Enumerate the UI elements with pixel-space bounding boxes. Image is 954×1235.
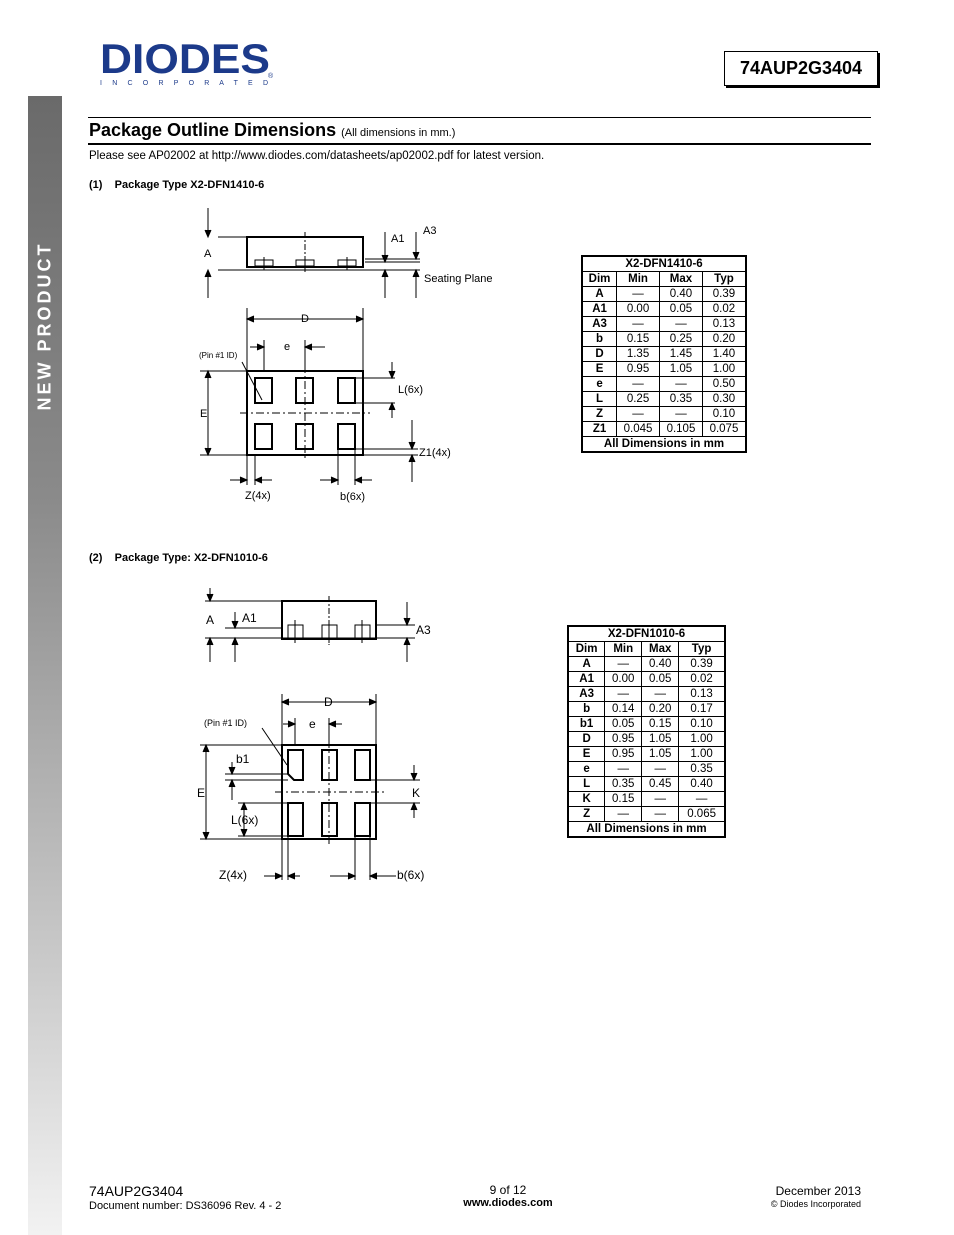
table-row (582, 347, 746, 362)
table2-header: Typ (679, 642, 725, 657)
table2-header: Min (605, 642, 642, 657)
table-row (582, 392, 746, 407)
pkg1-label-b: b(6x) (340, 491, 366, 503)
footer-document-number: Document number: DS36096 Rev. 4 - 2 (89, 1200, 282, 1212)
table-row (568, 792, 725, 807)
table-cell: 0.45 (642, 777, 679, 792)
pkg2-label-A: A (206, 613, 215, 627)
footer-copyright: © Diodes Incorporated (770, 1199, 861, 1209)
section-subtitle: (All dimensions in mm.) (341, 127, 456, 139)
table-cell: — (617, 407, 660, 422)
table-row (568, 702, 725, 717)
package2-outline-drawing (195, 585, 440, 885)
part-number: 74AUP2G3404 (739, 58, 863, 78)
pkg2-label-E: E (197, 786, 206, 800)
table-cell: 0.10 (679, 717, 725, 732)
table-cell: — (617, 287, 660, 302)
table-cell: 1.00 (702, 362, 746, 377)
table-cell: D (568, 732, 605, 747)
table-cell: 0.20 (702, 332, 746, 347)
diodes-logo-graphic (100, 38, 280, 88)
table-cell: 0.045 (617, 422, 660, 437)
table-row (582, 302, 746, 317)
sidebar-label: NEW PRODUCT (34, 241, 55, 411)
table-cell: 0.15 (605, 792, 642, 807)
table-cell: 0.05 (642, 672, 679, 687)
table1-header: Typ (702, 272, 746, 287)
pkg2-label-b1: b1 (236, 752, 250, 766)
footer-page-number: 9 of 12 (489, 1183, 527, 1197)
footer-website-link[interactable]: www.diodes.com (463, 1197, 553, 1209)
logo-registered: ® (268, 73, 274, 80)
footer-date: December 2013 (775, 1184, 861, 1198)
table-cell: 1.05 (642, 732, 679, 747)
table-row (568, 762, 725, 777)
table-row (568, 777, 725, 792)
pkg2-label-e: e (309, 717, 316, 731)
pkg2-label-L: L(6x) (231, 813, 259, 827)
table-cell: b1 (568, 717, 605, 732)
table-cell: 0.95 (605, 747, 642, 762)
table-cell: 0.35 (660, 392, 703, 407)
table-cell: — (617, 317, 660, 332)
table2-footer: All Dimensions in mm (568, 822, 725, 838)
pkg2-label-D: D (324, 695, 333, 709)
table-cell: 1.35 (617, 347, 660, 362)
table-cell: 1.05 (660, 362, 703, 377)
pkg2-label-b: b(6x) (397, 868, 425, 882)
table1-header: Dim (582, 272, 617, 287)
pkg1-label-E: E (200, 408, 208, 420)
table-cell: 0.00 (605, 672, 642, 687)
table-row (568, 747, 725, 762)
table-cell: b (568, 702, 605, 717)
table-cell: 0.02 (679, 672, 725, 687)
table2-title: X2-DFN1010-6 (568, 626, 725, 642)
table-cell: Z (568, 807, 605, 822)
reference-note: Please see AP02002 at http://www.diodes.com/datasheets/ap02002.pdf for latest version. (89, 150, 545, 162)
pkg1-label-Z1: Z1(4x) (419, 447, 451, 459)
table-row (582, 362, 746, 377)
table-cell: 0.105 (660, 422, 703, 437)
table-cell: L (582, 392, 617, 407)
table-cell: — (660, 407, 703, 422)
table1-title: X2-DFN1410-6 (582, 256, 746, 272)
table-row (568, 732, 725, 747)
table-cell: A (582, 287, 617, 302)
table-cell: — (642, 807, 679, 822)
table-cell: 0.14 (605, 702, 642, 717)
table-cell: — (642, 687, 679, 702)
table-cell: E (568, 747, 605, 762)
table-cell: 0.35 (605, 777, 642, 792)
table-cell: — (605, 687, 642, 702)
table-cell: e (568, 762, 605, 777)
table-cell: e (582, 377, 617, 392)
pkg2-label-K: K (412, 786, 421, 800)
table-cell: — (605, 657, 642, 672)
table-cell: — (642, 792, 679, 807)
pkg1-label-A: A (204, 248, 212, 260)
table-cell: 0.13 (679, 687, 725, 702)
table-cell: 0.25 (617, 392, 660, 407)
diodes-logo (100, 38, 280, 93)
logo-wordmark: DIODES (100, 38, 270, 82)
table-cell: A (568, 657, 605, 672)
table-cell: 1.00 (679, 732, 725, 747)
pkg1-label-e: e (284, 341, 291, 353)
table-cell: 1.40 (702, 347, 746, 362)
table-row (582, 332, 746, 347)
pkg1-label-L: L(6x) (398, 384, 424, 396)
table-cell: b (582, 332, 617, 347)
logo-subtext: I N C O R P O R A T E D (100, 80, 269, 87)
package2-dimension-table (567, 625, 726, 838)
table-cell: 1.00 (679, 747, 725, 762)
footer-part-number: 74AUP2G3404 (89, 1183, 184, 1199)
table2-header: Dim (568, 642, 605, 657)
section-title: Package Outline Dimensions (All dimensions in mm.) (89, 120, 456, 140)
table-cell: 0.00 (617, 302, 660, 317)
pkg1-label-seating: Seating Plane (424, 273, 493, 285)
pkg1-label-A3: A3 (423, 225, 437, 237)
table-cell: A1 (568, 672, 605, 687)
table-cell: K (568, 792, 605, 807)
table-cell: 0.075 (702, 422, 746, 437)
table-cell: A3 (568, 687, 605, 702)
table-cell: A3 (582, 317, 617, 332)
table-cell: 0.30 (702, 392, 746, 407)
table-cell: — (605, 807, 642, 822)
table-cell: 0.065 (679, 807, 725, 822)
package1-outline-drawing (195, 200, 515, 510)
table-row (568, 717, 725, 732)
table-cell: 0.40 (660, 287, 703, 302)
title-rule-top (88, 117, 871, 118)
table-cell: — (617, 377, 660, 392)
package2-heading: (2) Package Type: X2-DFN1010-6 (89, 552, 268, 564)
table2-header: Max (642, 642, 679, 657)
table-cell: Z1 (582, 422, 617, 437)
pkg1-label-D: D (301, 313, 309, 325)
table-cell: 0.40 (642, 657, 679, 672)
table1-header: Max (660, 272, 703, 287)
table-cell: 0.13 (702, 317, 746, 332)
package1-heading: (1) Package Type X2-DFN1410-6 (89, 179, 265, 191)
table-cell: 1.05 (642, 747, 679, 762)
table-cell: 1.45 (660, 347, 703, 362)
table-cell: Z (582, 407, 617, 422)
part-number-box (724, 51, 878, 86)
pkg1-label-pin1: (Pin #1 ID) (199, 351, 238, 360)
table-cell: 0.05 (605, 717, 642, 732)
table-cell: 0.05 (660, 302, 703, 317)
pkg1-label-A1: A1 (391, 233, 405, 245)
table-row (582, 317, 746, 332)
pkg2-label-A3: A3 (416, 623, 431, 637)
table-row (582, 422, 746, 437)
table-cell: — (642, 762, 679, 777)
table-cell: 0.39 (702, 287, 746, 302)
table-row (568, 687, 725, 702)
table-cell: 0.20 (642, 702, 679, 717)
table-cell: E (582, 362, 617, 377)
table-cell: — (660, 377, 703, 392)
table-cell: 0.95 (617, 362, 660, 377)
table-row (582, 287, 746, 302)
table-row (568, 672, 725, 687)
table-cell: L (568, 777, 605, 792)
table-cell: — (679, 792, 725, 807)
table1-footer: All Dimensions in mm (582, 437, 746, 453)
table-cell: 0.95 (605, 732, 642, 747)
table-cell: 0.15 (617, 332, 660, 347)
title-rule-bottom (88, 143, 871, 145)
pkg2-label-Z: Z(4x) (219, 868, 247, 882)
table-row (582, 407, 746, 422)
pkg2-label-A1: A1 (242, 611, 257, 625)
table-cell: 0.35 (679, 762, 725, 777)
table-cell: 0.40 (679, 777, 725, 792)
table-row (568, 807, 725, 822)
table-cell: 0.02 (702, 302, 746, 317)
table-row (568, 657, 725, 672)
pkg2-label-pin1: (Pin #1 ID) (204, 718, 248, 728)
package1-dimension-table (581, 255, 747, 453)
table-row (582, 377, 746, 392)
table-cell: 0.10 (702, 407, 746, 422)
table-cell: A1 (582, 302, 617, 317)
table-cell: 0.17 (679, 702, 725, 717)
table-cell: 0.39 (679, 657, 725, 672)
pkg1-label-Z: Z(4x) (245, 490, 271, 502)
table-cell: 0.25 (660, 332, 703, 347)
table-cell: — (660, 317, 703, 332)
table1-header: Min (617, 272, 660, 287)
table-cell: D (582, 347, 617, 362)
table-cell: 0.15 (642, 717, 679, 732)
table-cell: — (605, 762, 642, 777)
table-cell: 0.50 (702, 377, 746, 392)
